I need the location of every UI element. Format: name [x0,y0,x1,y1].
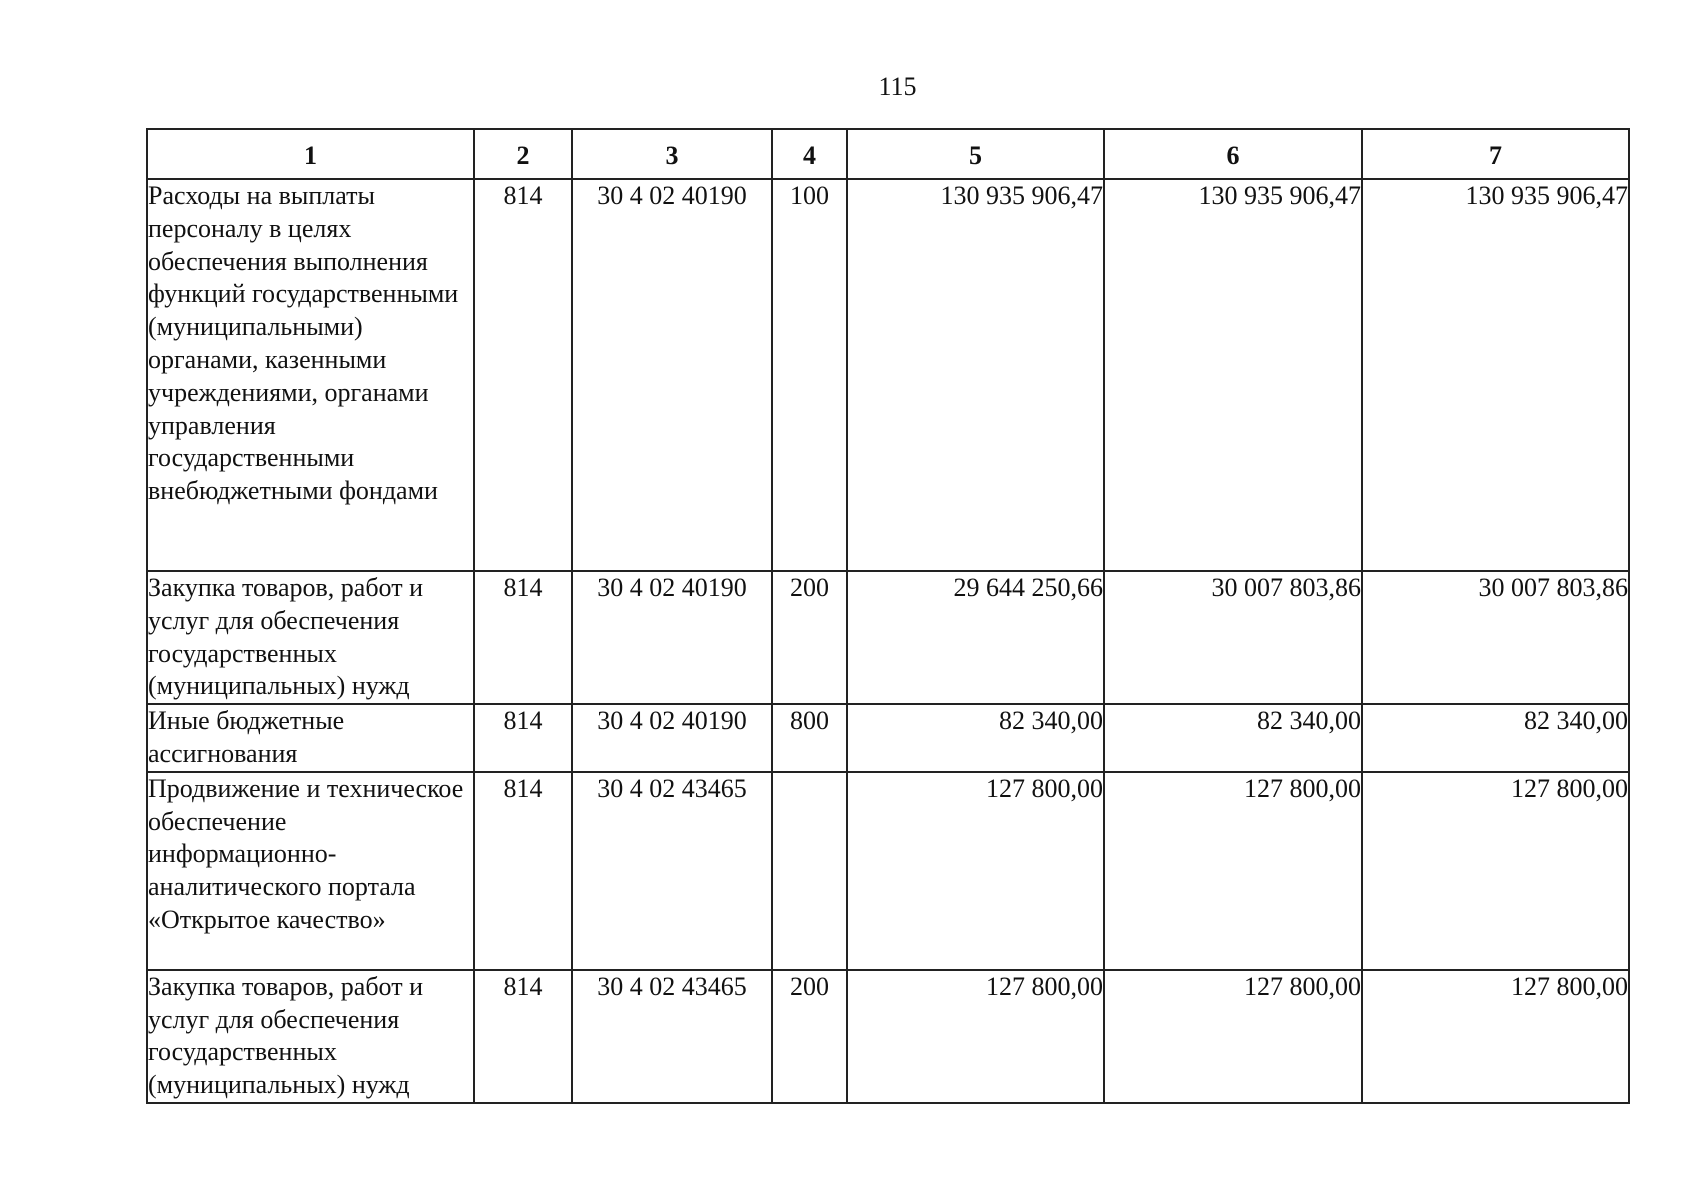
header-cell-3: 3 [572,129,772,179]
table-row [147,571,1629,704]
row-grbs-cell: 814 [474,704,572,772]
row-vr-cell [772,772,847,970]
row-sum3-cell: 127 800,00 [1362,772,1629,970]
row-csr-cell: 30 4 02 43465 [572,772,772,970]
header-cell-5: 5 [847,129,1104,179]
row-sum3-cell: 127 800,00 [1362,970,1629,1103]
row-sum2-cell: 127 800,00 [1104,772,1362,970]
table-row [147,179,1629,571]
row-sum3-cell: 130 935 906,47 [1362,179,1629,571]
header-cell-4: 4 [772,129,847,179]
row-sum2-cell: 130 935 906,47 [1104,179,1362,571]
row-vr-cell: 200 [772,970,847,1103]
header-row [147,129,1629,179]
row-vr-cell: 100 [772,179,847,571]
header-cell-7: 7 [1362,129,1629,179]
row-name-cell: Продвижение и техническое обеспечение информационно-аналитического портала «Открытое качество» [147,772,474,970]
row-grbs-cell: 814 [474,179,572,571]
row-sum3-cell: 30 007 803,86 [1362,571,1629,704]
row-sum1-cell: 29 644 250,66 [847,571,1104,704]
budget-table [146,128,1630,1104]
row-name-cell: Закупка товаров, работ и услуг для обеспечения государственных (муниципальных) нужд [147,571,474,704]
header-cell-6: 6 [1104,129,1362,179]
row-sum2-cell: 30 007 803,86 [1104,571,1362,704]
row-name-cell: Иные бюджетные ассигнования [147,704,474,772]
row-csr-cell: 30 4 02 43465 [572,970,772,1103]
row-vr-cell: 800 [772,704,847,772]
row-sum1-cell: 127 800,00 [847,970,1104,1103]
row-grbs-cell: 814 [474,571,572,704]
table-row [147,772,1629,970]
row-csr-cell: 30 4 02 40190 [572,704,772,772]
page-number: 115 [878,72,917,101]
row-sum1-cell: 130 935 906,47 [847,179,1104,571]
row-grbs-cell: 814 [474,970,572,1103]
row-sum3-cell: 82 340,00 [1362,704,1629,772]
row-sum2-cell: 127 800,00 [1104,970,1362,1103]
row-grbs-cell: 814 [474,772,572,970]
row-csr-cell: 30 4 02 40190 [572,571,772,704]
row-name-cell: Расходы на выплаты персоналу в целях обеспечения выполнения функций государственными (муниципальными) органами, казенными учреждениями, органами управления государственными внебюджетными фондами [147,179,474,571]
row-name-cell: Закупка товаров, работ и услуг для обеспечения государственных (муниципальных) нужд [147,970,474,1103]
row-sum2-cell: 82 340,00 [1104,704,1362,772]
row-vr-cell: 200 [772,571,847,704]
header-cell-1: 1 [147,129,474,179]
row-sum1-cell: 127 800,00 [847,772,1104,970]
table-row [147,970,1629,1103]
table-row [147,704,1629,772]
row-sum1-cell: 82 340,00 [847,704,1104,772]
row-csr-cell: 30 4 02 40190 [572,179,772,571]
header-cell-2: 2 [474,129,572,179]
